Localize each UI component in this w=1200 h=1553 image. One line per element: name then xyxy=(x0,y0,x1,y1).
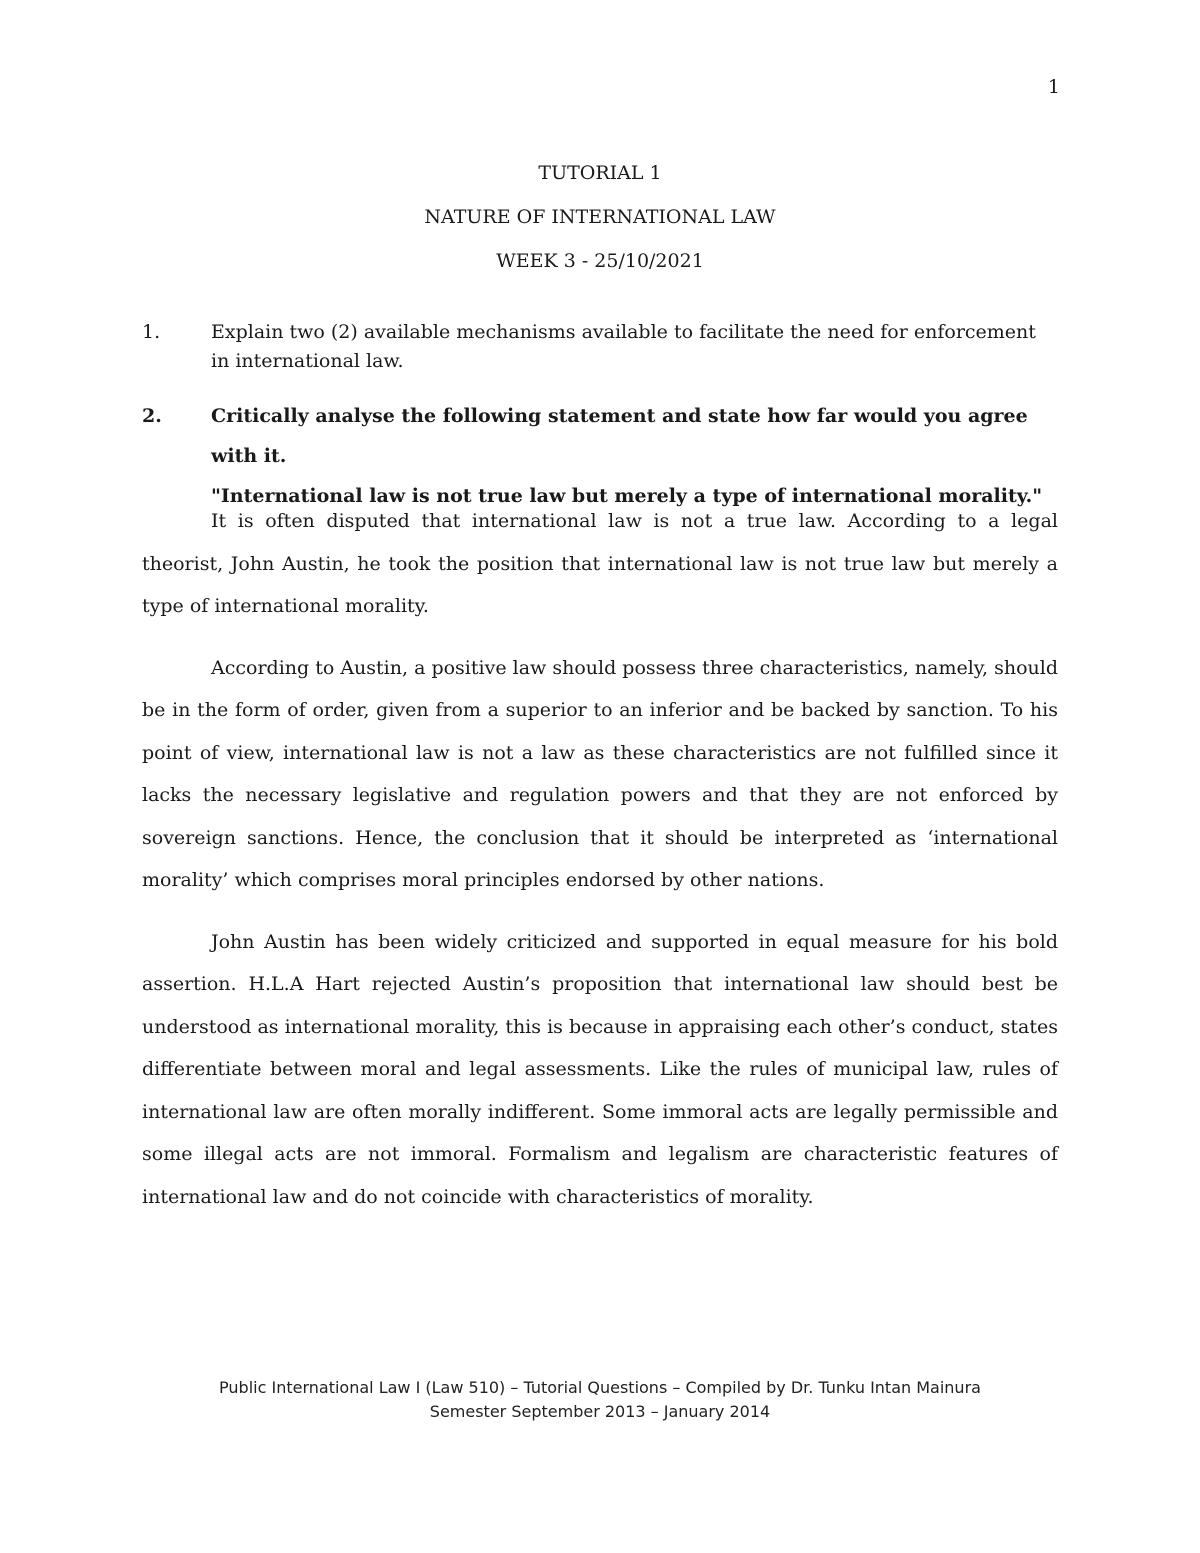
question-2 xyxy=(142,396,1058,516)
question-text: Explain two (2) available mechanisms available to facilitate the need for enforcement in international law. xyxy=(211,321,1036,372)
question-text: Critically analyse the following statement and state how far would you agree with it. xyxy=(211,405,1028,467)
footer-line-semester: Semester September 2013 – January 2014 xyxy=(429,1402,771,1421)
footer-line-course: Public International Law I (Law 510) – Tutorial Questions – Compiled by Dr. Tunku Intan Mainura xyxy=(219,1378,981,1397)
question-1 xyxy=(142,318,1058,396)
page-footer xyxy=(100,1376,1100,1424)
answer-body xyxy=(142,500,1058,1237)
question-quote: "International law is not true law but merely a type of international morality." xyxy=(211,485,1043,507)
week-date: WEEK 3 - 25/10/2021 xyxy=(496,250,704,272)
answer-paragraph: It is often disputed that international law is not a true law. According to a legal theorist, John Austin, he took the position that international law is not true law but merely a type of international morality. xyxy=(142,510,1058,617)
tutorial-title: TUTORIAL 1 xyxy=(538,162,662,184)
page-number: 1 xyxy=(1047,76,1060,98)
answer-paragraph: John Austin has been widely criticized and supported in equal measure for his bold assertion. H.L.A Hart rejected Austin’s proposition that international law should best be understood as international morality, this is because in appraising each other’s conduct, states differentiate between moral and legal assessments. Like the rules of municipal law, rules of international law are often morally indifferent. Some immoral acts are legally permissible and some illegal acts are not immoral. Formalism and legalism are characteristic features of international law and do not coincide with characteristics of morality. xyxy=(142,930,1058,1208)
question-list xyxy=(142,318,1058,516)
question-number: 2. xyxy=(142,405,162,427)
answer-paragraph: According to Austin, a positive law should possess three characteristics, namely, should be in the form of order, given from a superior to an inferior and be backed by sanction. To his point of view, international law is not a law as these characteristics are not fulfilled since it lacks the necessary legislative and regulation powers and that they are not enforced by sovereign sanctions. Hence, the conclusion that it should be interpreted as ‘international morality’ which comprises moral principles endorsed by other nations. xyxy=(142,656,1058,891)
document-header xyxy=(142,158,1058,290)
topic-title: NATURE OF INTERNATIONAL LAW xyxy=(424,206,776,228)
question-number: 1. xyxy=(142,321,161,343)
